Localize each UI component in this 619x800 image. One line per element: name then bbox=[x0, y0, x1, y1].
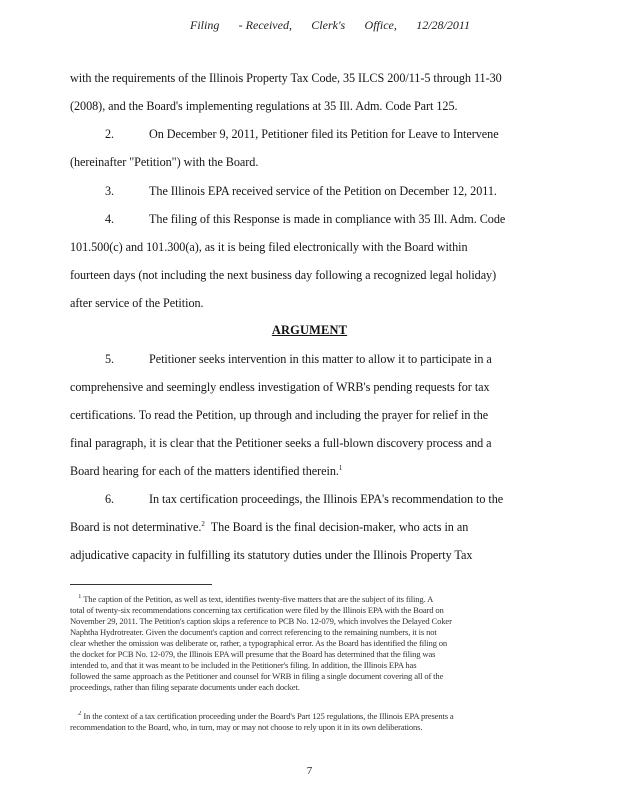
footnote-2-marker: 2 bbox=[78, 711, 82, 718]
paragraph-6-line bbox=[70, 492, 585, 507]
paragraph-number: 3. bbox=[105, 184, 115, 198]
footnote-1-line: November 29, 2011. The Petition's caption skips a reference to PCB No. 12-079, which involves the Delayed Coker bbox=[70, 616, 452, 626]
stamp-office: Office, bbox=[364, 18, 397, 32]
paragraph-text: The Illinois EPA received service of the Petition on December 12, 2011. bbox=[149, 184, 497, 198]
body-line: (hereinafter "Petition") with the Board. bbox=[70, 155, 259, 169]
body-line-with-footnote bbox=[70, 520, 550, 535]
body-line: 101.500(c) and 101.300(a), as it is being filed electronically with the Board within bbox=[70, 240, 468, 254]
footnote-2-line bbox=[70, 711, 550, 721]
body-line: (2008), and the Board's implementing regulations at 35 Ill. Adm. Code Part 125. bbox=[70, 99, 458, 113]
paragraph-text: In tax certification proceedings, the Illinois EPA's recommendation to the bbox=[149, 492, 504, 506]
body-line: comprehensive and seemingly endless investigation of WRB's pending requests for tax bbox=[70, 380, 490, 394]
stamp-date: 12/28/2011 bbox=[416, 18, 470, 32]
footnote-1-line: proceedings, rather than filing separate documents under each docket. bbox=[70, 682, 300, 692]
paragraph-number: 5. bbox=[105, 352, 115, 366]
body-text: Board hearing for each of the matters identified therein. bbox=[70, 464, 339, 478]
footnote-1-line: followed the same approach as the Petitioner and counsel for WRB in filing a single document covering all of the bbox=[70, 671, 444, 681]
footnote-text: In the context of a tax certification proceeding under the Board's Part 125 regulations, the Illinois EPA presents a bbox=[83, 711, 454, 721]
paragraph-2-line bbox=[70, 127, 585, 142]
paragraph-text: On December 9, 2011, Petitioner filed its Petition for Leave to Intervene bbox=[149, 127, 499, 141]
footnote-1-line: Naphtha Hydrotreater. Given the document's caption and correct referencing to the remaining numbers, it is not bbox=[70, 627, 437, 637]
body-line: fourteen days (not including the next business day following a recognized legal holiday) bbox=[70, 268, 497, 282]
footnote-1-line: total of twenty-six recommendations concerning tax certification were filed by the Illinois EPA with the Board on bbox=[70, 605, 444, 615]
body-text: The Board is the final decision-maker, who acts in an bbox=[210, 520, 469, 534]
footnote-1-marker: 1 bbox=[78, 594, 82, 601]
footnote-divider bbox=[70, 584, 212, 585]
body-line: certifications. To read the Petition, up through and including the prayer for relief in the bbox=[70, 408, 489, 422]
footnote-1-line: the docket for PCB No. 12-079, the Illinois EPA will presume that the Board has determined that the filing was bbox=[70, 649, 436, 659]
body-line: adjudicative capacity in fulfilling its statutory duties under the Illinois Property Tax bbox=[70, 548, 473, 562]
argument-heading: ARGUMENT bbox=[271, 323, 348, 337]
stamp-received: - Received, bbox=[238, 18, 292, 32]
footnote-1-ref[interactable]: 1 bbox=[338, 464, 343, 472]
filing-stamp bbox=[190, 18, 470, 33]
paragraph-number: 4. bbox=[105, 212, 115, 226]
stamp-clerks: Clerk's bbox=[311, 18, 346, 32]
body-line-with-footnote bbox=[70, 464, 550, 479]
body-text: Board is not determinative. bbox=[70, 520, 202, 534]
page-number: 7 bbox=[306, 765, 313, 777]
paragraph-4-line bbox=[70, 212, 585, 227]
footnote-2-ref[interactable]: 2 bbox=[201, 520, 205, 528]
paragraph-text: The filing of this Response is made in compliance with 35 Ill. Adm. Code bbox=[149, 212, 506, 226]
body-line: after service of the Petition. bbox=[70, 296, 204, 310]
paragraph-number: 6. bbox=[105, 492, 115, 506]
footnote-text: The caption of the Petition, as well as text, identifies twenty-five matters that are the subject of its filing. A bbox=[83, 594, 434, 604]
body-line: with the requirements of the Illinois Property Tax Code, 35 ILCS 200/11-5 through 11-30 bbox=[70, 71, 502, 85]
paragraph-text: Petitioner seeks intervention in this matter to allow it to participate in a bbox=[149, 352, 492, 366]
footnote-2-line: recommendation to the Board, who, in turn, may or may not choose to rely upon it in its own deliberations. bbox=[70, 722, 423, 732]
body-line: final paragraph, it is clear that the Petitioner seeks a full-blown discovery process and a bbox=[70, 436, 492, 450]
footnote-1-line: clear whether the omission was deliberate or, rather, a typographical error. As the Board has identified the filing on bbox=[70, 638, 448, 648]
stamp-filing: Filing bbox=[190, 18, 220, 32]
paragraph-3-line bbox=[70, 184, 585, 199]
paragraph-5-line bbox=[70, 352, 585, 367]
footnote-1-line bbox=[70, 594, 550, 604]
footnote-1-line: intended to, and that it was meant to be included in the Petitioner's filing. In addition, the Illinois EPA has bbox=[70, 660, 417, 670]
paragraph-number: 2. bbox=[105, 127, 115, 141]
